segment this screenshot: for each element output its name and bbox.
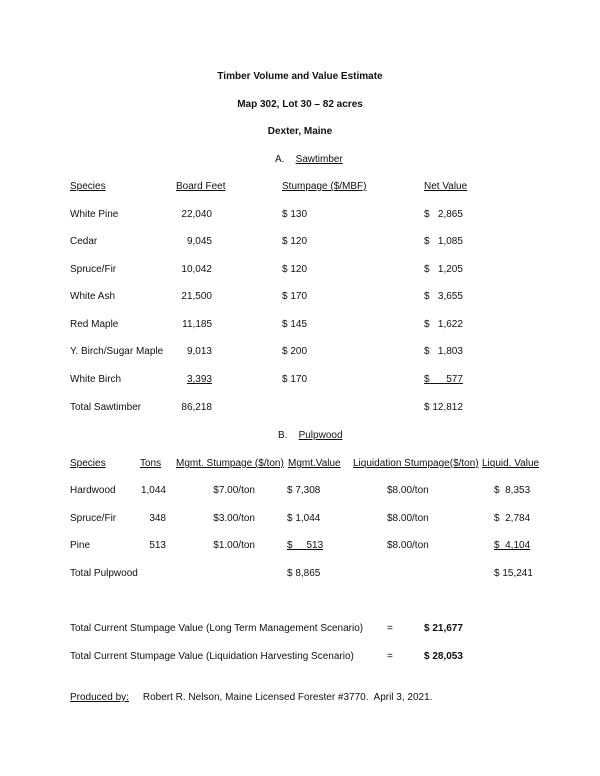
summary-equals: = [387,651,393,662]
net-value-cell: $ 3,655 [424,291,463,302]
species-cell: Cedar [70,236,98,247]
mgmt-value-cell: $ 7,308 [287,485,321,496]
sawtimber-section-letter: A. [275,154,285,165]
total-mgmt-value: $ 8,865 [287,568,321,579]
net-value-cell: $ 2,865 [424,209,463,220]
stumpage-cell: $ 145 [282,319,308,330]
town-line: Dexter, Maine [267,126,333,137]
board-feet-cell: 10,042 [181,264,212,275]
liq-stumpage-cell: $8.00/ton [387,513,429,524]
pulpwood-header-mgmt-stumpage: Mgmt. Stumpage ($/ton) [176,458,284,469]
liq-stumpage-cell: $8.00/ton [387,485,429,496]
total-label: Total Sawtimber [70,402,142,413]
net-value-cell: $ 1,622 [424,319,463,330]
tons-cell: 513 [149,540,166,551]
species-cell: Hardwood [70,485,116,496]
produced-by-text: Robert R. Nelson, Maine Licensed Forester #3770. April 3, 2021. [142,692,433,703]
species-cell: White Ash [70,291,116,302]
board-feet-cell: 11,185 [182,319,212,330]
total-label: Total Pulpwood [70,568,138,579]
liq-stumpage-cell: $8.00/ton [387,540,429,551]
stumpage-cell: $ 130 [282,209,308,220]
pulpwood-section-letter: B. [278,430,288,441]
document-title: Timber Volume and Value Estimate [217,71,383,82]
stumpage-cell: $ 200 [282,346,308,357]
summary-label: Total Current Stumpage Value (Liquidation Harvesting Scenario) [70,651,354,662]
board-feet-cell: 22,040 [181,209,212,220]
tons-cell: 1,044 [140,485,166,496]
stumpage-cell: $ 170 [282,291,308,302]
species-cell: Spruce/Fir [70,513,117,524]
net-value-cell: $ 1,803 [424,346,463,357]
liq-value-cell: $ 8,353 [494,485,531,496]
summary-equals: = [387,623,393,634]
sawtimber-header-species: Species [70,181,106,192]
sawtimber-section-heading [275,154,343,166]
mgmt-value-cell: $ 513 [287,540,324,551]
tons-cell: 348 [149,513,166,524]
pulpwood-header-tons: Tons [140,458,162,469]
pulpwood-header-mgmt-value: Mgmt.Value [288,458,341,469]
liq-value-cell: $ 4,104 [494,540,531,551]
sawtimber-header-board-feet: Board Feet [176,181,226,192]
pulpwood-section-title: Pulpwood [298,430,343,441]
total-net-value: $ 12,812 [424,402,463,413]
mgmt-stumpage-cell: $7.00/ton [213,485,255,496]
board-feet-cell: 9,013 [186,346,212,357]
mgmt-stumpage-cell: $1.00/ton [213,540,255,551]
board-feet-cell: 3,393 [186,374,212,385]
mgmt-stumpage-cell: $3.00/ton [213,513,255,524]
pulpwood-header-liq-stumpage: Liquidation Stumpage($/ton) [353,458,479,469]
produced-by-line [70,692,432,704]
species-cell: Spruce/Fir [70,264,117,275]
species-cell: Y. Birch/Sugar Maple [70,346,164,357]
pulpwood-header-liq-value: Liquid. Value [482,458,540,469]
mgmt-value-cell: $ 1,044 [287,513,321,524]
sawtimber-section-title: Sawtimber [295,154,343,165]
total-board-feet: 86,218 [181,402,212,413]
net-value-cell: $ 577 [424,374,463,385]
sawtimber-header-stumpage: Stumpage ($/MBF) [282,181,367,192]
stumpage-cell: $ 120 [282,236,308,247]
liq-value-cell: $ 2,784 [494,513,531,524]
produced-by-label: Produced by: [70,692,129,703]
summary-value: $ 21,677 [424,623,463,634]
board-feet-cell: 9,045 [186,236,212,247]
summary-label: Total Current Stumpage Value (Long Term Management Scenario) [70,623,364,634]
net-value-cell: $ 1,085 [424,236,463,247]
pulpwood-section-heading [278,430,343,442]
location-line: Map 302, Lot 30 – 82 acres [237,99,363,110]
species-cell: Red Maple [70,319,119,330]
total-liq-value: $ 15,241 [494,568,533,579]
sawtimber-header-net-value: Net Value [424,181,468,192]
species-cell: White Pine [70,209,119,220]
pulpwood-header-species: Species [70,458,106,469]
net-value-cell: $ 1,205 [424,264,463,275]
stumpage-cell: $ 120 [282,264,308,275]
stumpage-cell: $ 170 [282,374,308,385]
species-cell: Pine [70,540,91,551]
board-feet-cell: 21,500 [181,291,212,302]
summary-value: $ 28,053 [424,651,463,662]
species-cell: White Birch [70,374,122,385]
